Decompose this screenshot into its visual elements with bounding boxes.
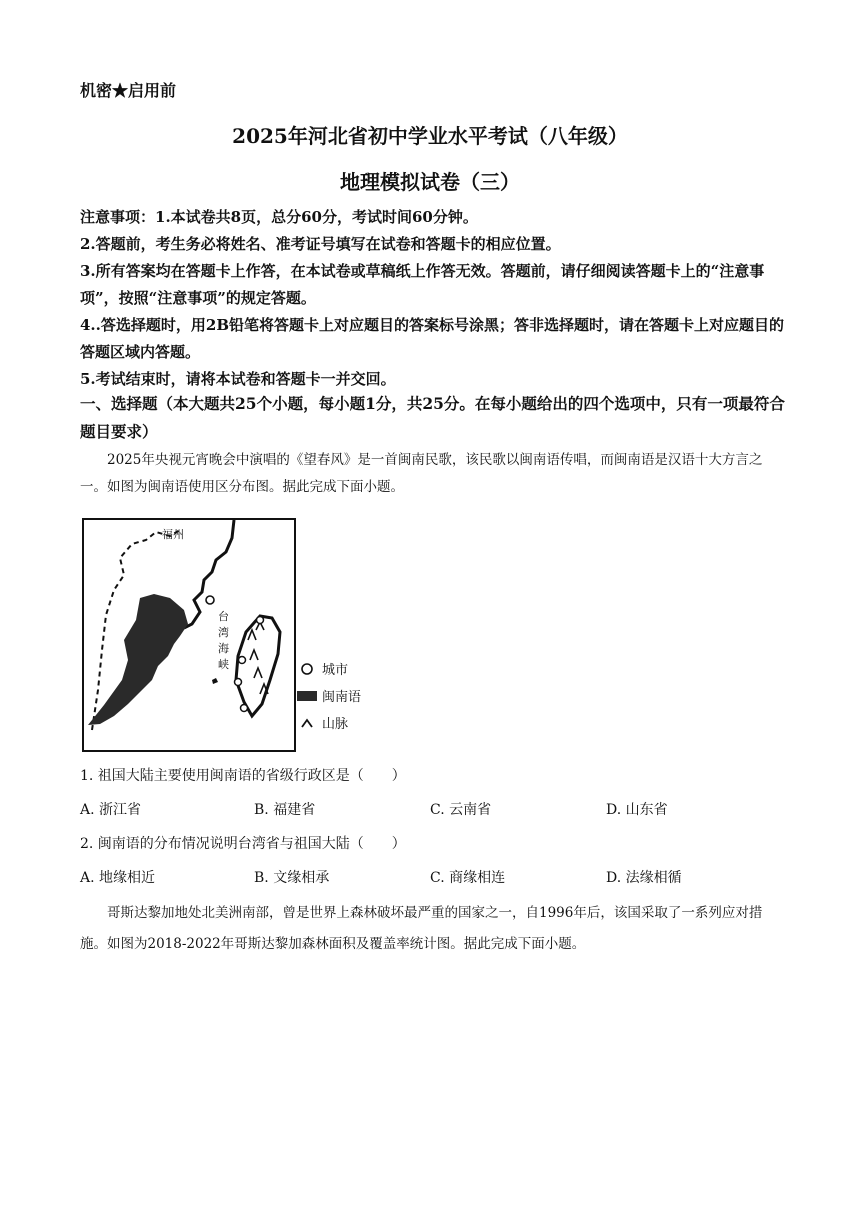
- city-marker: [239, 657, 246, 664]
- city-label-fuzhou: 福州: [162, 528, 184, 541]
- mountain-icon: [296, 717, 318, 729]
- map-graphic: [84, 520, 294, 750]
- instruction-3: 3.所有答案均在答题卡上作答，在本试卷或草稿纸上作答无效。答题前，请仔细阅读答题卡上的“注意事项”，按照“注意事项”的规定答题。: [80, 262, 765, 307]
- city-marker: [206, 596, 214, 604]
- q1-option-b[interactable]: B. 福建省: [254, 802, 316, 818]
- legend-minnan: [296, 682, 361, 709]
- legend-city: [296, 655, 361, 682]
- city-circle-icon: [296, 662, 318, 676]
- q2-option-c[interactable]: C. 商缘相连: [430, 870, 506, 886]
- minnan-swatch-icon: [296, 690, 318, 702]
- exam-subtitle: 地理模拟试卷（三）: [340, 170, 520, 194]
- instruction-1: 注意事项：1.本试卷共8页，总分60分，考试时间60分钟。: [80, 208, 478, 226]
- minnan-distribution-map: [82, 518, 296, 752]
- map-legend: [296, 655, 361, 736]
- legend-mountain-label: 山脉: [322, 717, 349, 732]
- question-1-stem: 1. 祖国大陆主要使用闽南语的省级行政区是（ ）: [80, 768, 406, 784]
- islet: [212, 678, 218, 684]
- section-heading-text: 一、选择题（本大题共25个小题，每小题1分，共25分。在每小题给出的四个选项中，只有一项最符合题目要求）: [80, 394, 785, 441]
- city-marker: [257, 617, 264, 624]
- city-marker: [235, 679, 242, 686]
- legend-mountain: [296, 709, 361, 736]
- section-heading: [80, 390, 785, 446]
- city-marker: [241, 705, 248, 712]
- passage-1: 2025年央视元宵晚会中演唱的《望春风》是一首闽南民歌，该民歌以闽南语传唱，而闽南语是汉语十大方言之一。如图为闽南语使用区分布图。据此完成下面小题。: [80, 452, 763, 495]
- strait-label-2: 湾: [218, 626, 229, 639]
- q1-option-c[interactable]: C. 云南省: [430, 802, 492, 818]
- q2-option-a[interactable]: A. 地缘相近: [80, 870, 156, 886]
- q2-option-d[interactable]: D. 法缘相循: [606, 870, 682, 886]
- instruction-2: 2.答题前，考生务必将姓名、准考证号填写在试卷和答题卡的相应位置。: [80, 235, 561, 253]
- q1-option-a[interactable]: A. 浙江省: [80, 802, 142, 818]
- q1-option-d[interactable]: D. 山东省: [606, 802, 668, 818]
- strait-label-3: 海: [218, 642, 229, 655]
- legend-minnan-label: 闽南语: [322, 690, 362, 705]
- passage-2: 哥斯达黎加地处北美洲南部，曾是世界上森林破坏最严重的国家之一，自1996年后，该国采取了一系列应对措施。如图为2018-2022年哥斯达黎加森林面积及覆盖率统计图。据此完成下面小题。: [80, 905, 763, 952]
- minnan-region: [88, 594, 188, 725]
- q2-option-b[interactable]: B. 文缘相承: [254, 870, 330, 886]
- exam-title: 2025年河北省初中学业水平考试（八年级）: [232, 124, 628, 148]
- instruction-5: 5.考试结束时，请将本试卷和答题卡一并交回。: [80, 370, 396, 388]
- legend-city-label: 城市: [322, 663, 349, 678]
- question-2-stem: 2. 闽南语的分布情况说明台湾省与祖国大陆（ ）: [80, 836, 406, 852]
- strait-label-4: 峡: [218, 658, 229, 671]
- instruction-4: 4..答选择题时，用2B铅笔将答题卡上对应题目的答案标号涂黑；答非选择题时，请在答题卡上对应题目的答题区域内答题。: [80, 316, 785, 361]
- confidential-mark: 机密★启用前: [80, 81, 177, 100]
- instructions: [80, 204, 785, 393]
- strait-label-1: 台: [218, 610, 229, 623]
